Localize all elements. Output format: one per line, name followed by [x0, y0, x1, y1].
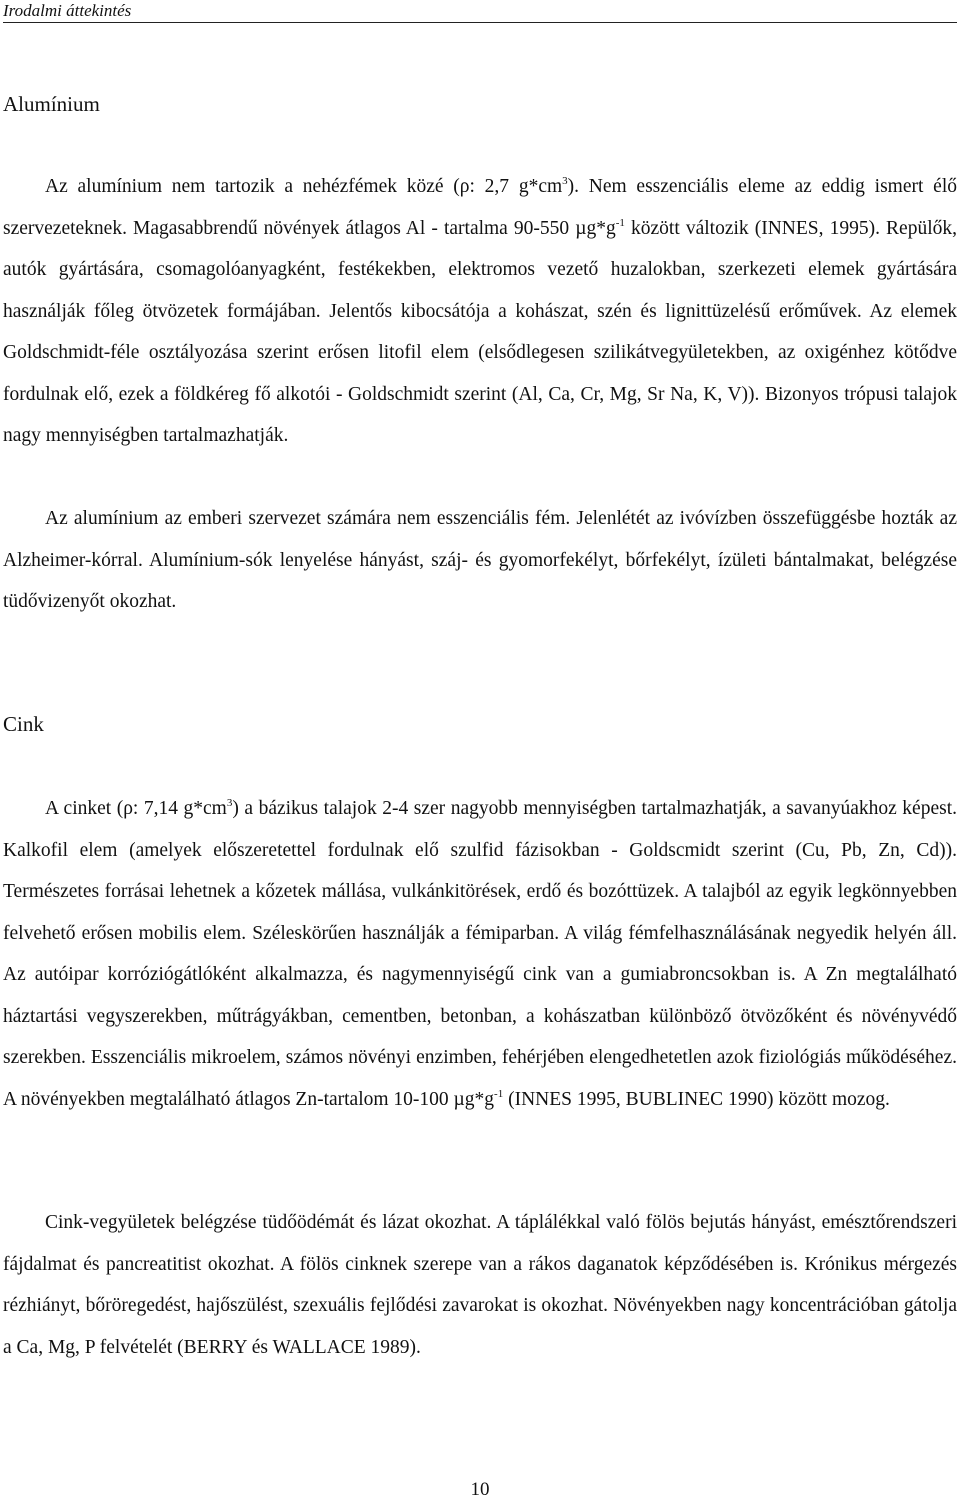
text-run: Cink-vegyületek belégzése tüdőödémát és lázat okozhat. A táplálékkal való fölös bejutás hányást, emésztőrendszeri fájdalmat és pancreatitist okozhat. A fölös cinknek szerepe van a rákos daganatok képződésében is. Krónikus mérgezés rézhiányt, bőröregedést, hajőszülést, szexuális fejlődési zavarokat is okozhat. Növényekben nagy koncentrációban gátolja a Ca, Mg, P felvételét (BERRY és WALLACE 1989). [3, 1212, 957, 1358]
text-run: A cinket (ρ: 7,14 g*cm [45, 798, 227, 819]
section-heading-aluminium: Alumínium [3, 92, 100, 116]
text-run: között változik (INNES, 1995). Repülők, autók gyártására, csomagolóanyagként, festékekben, elektromos vezető huzalokban, szerkezeti elemek gyártására használják főleg ötvözetek formájában. Jelentős kibocsátója a kohászat, szén és lignittüzelésű erőművek. Az elemek Goldschmidt-féle osztályozása szerint erősen litofil elem (elsődlegesen szilikátvegyületekben, az oxigénhez kötődve fordulnak elő, ezek a földkéreg fő alkotói - Goldschmidt szerint (Al, Ca, Cr, Mg, Sr Na, K, V)). Bizonyos trópusi talajok nagy mennyiségben tartalmazhatják. [3, 217, 957, 446]
paragraph-aluminium-1 [3, 166, 957, 457]
paragraph-cink-2 [3, 1202, 957, 1368]
superscript: 3 [562, 175, 568, 187]
running-header: Irodalmi áttekintés [3, 1, 957, 23]
text-run: (INNES 1995, BUBLINEC 1990) között mozog. [503, 1088, 890, 1110]
superscript: -1 [494, 1087, 504, 1100]
page-number: 10 [470, 1479, 490, 1500]
superscript: -1 [615, 216, 625, 229]
text-run: ). Nem esszenciális eleme az eddig ismert élő szervezeteknek. Magasabbrendű növények átlagos Al - tartalma 90-550 µg*g [3, 176, 957, 239]
text-run: Az alumínium az emberi szervezet számára nem esszenciális fém. Jelenlétét az ivóvízben összefüggésbe hozták az Alzheimer-kórral. Alumínium-sók lenyelése hányást, száj- és gyomorfekélyt, bőrfekélyt, ízületi bántalmakat, belégzése tüdővizenyőt okozhat. [3, 508, 957, 612]
section-heading-cink: Cink [3, 712, 44, 736]
text-run: Az alumínium nem tartozik a nehézfémek közé (ρ: 2,7 g*cm [45, 176, 563, 197]
paragraph-aluminium-2 [3, 498, 957, 623]
superscript: 3 [226, 797, 233, 809]
paragraph-cink-1 [3, 788, 957, 1120]
text-run: ) a bázikus talajok 2-4 szer nagyobb mennyiségben tartalmazhatják, a savanyúakhoz képest. Kalkofil elem (amelyek előszeretettel fordulnak elő szulfid fázisokban - Goldscmidt szerint (Cu, Pb, Zn, Cd)). Természetes forrásai lehetnek a kőzetek mállása, vulkánkitörések, erdő és bozóttüzek. A talajból az egyik legkönnyebben felvehető erősen mobilis elem. Széleskörűen használják a fémiparban. A világ fémfelhasználásának negyedik helyén áll. Az autóipar korróziógátlóként alkalmazza, és nagymennyiségű cink van a gumiabroncsokban is. A Zn megtalálható háztartási vegyszerekben, műtrágyákban, cementben, betonban, a kohászatban különböző ötvözőként és növényvédő szerekben. Esszenciális mikroelem, számos növényi enzimben, fehérjében elengedhetetlen azok fiziológiás működéséhez. A növényekben megtalálható átlagos Zn-tartalom 10-100 µg*g [3, 798, 957, 1110]
